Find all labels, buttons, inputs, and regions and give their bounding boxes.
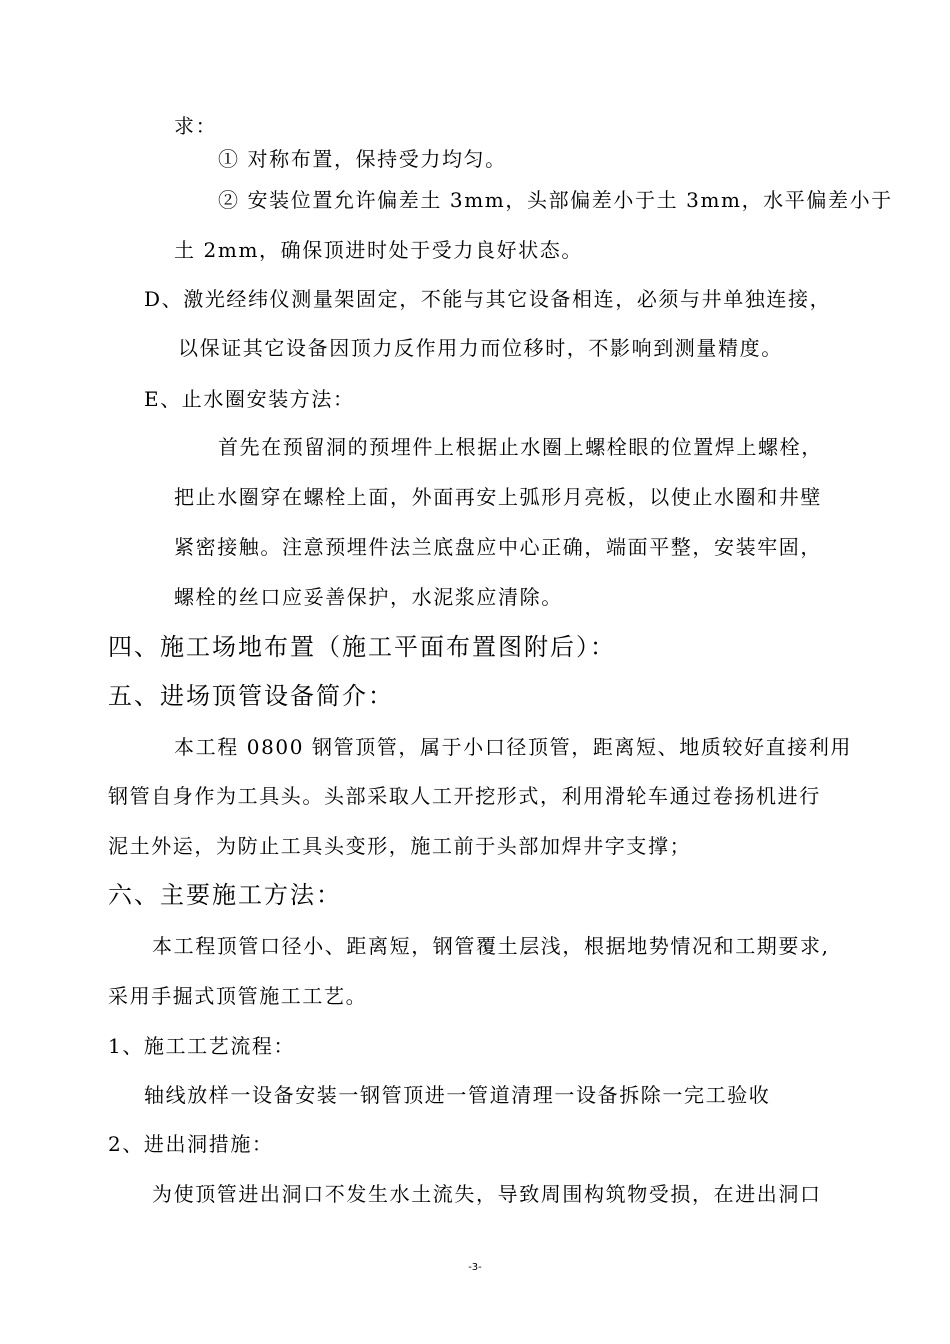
text-line: 土 2mm，确保顶进时处于受力良好状态。 [174, 238, 584, 262]
text-line: 为使顶管进出洞口不发生水土流失，导致周围构筑物受损，在进出洞口 [152, 1182, 822, 1206]
page-number: -3- [468, 1262, 482, 1273]
text-line: D、激光经纬仪测量架固定，不能与其它设备相连，必须与井单独连接， [144, 287, 832, 311]
text-line: 轴线放样一设备安装一钢管顶进一管道清理一设备拆除一完工验收 [144, 1083, 771, 1107]
section-heading: 四、施工场地布置（施工平面布置图附后）： [108, 633, 616, 661]
text-line: 本工程 0800 钢管顶管，属于小口径顶管，距离短、地质较好直接利用 [174, 735, 853, 759]
text-line: 钢管自身作为工具头。头部采取人工开挖形式，利用滑轮车通过卷扬机进行 [108, 784, 821, 808]
text-line: 采用手掘式顶管施工工艺。 [108, 984, 368, 1008]
text-line: 螺栓的丝口应妥善保护，水泥浆应清除。 [174, 585, 563, 609]
text-line: 本工程顶管口径小、距离短，钢管覆土层浅，根据地势情况和工期要求, [152, 934, 830, 958]
text-line: 把止水圈穿在螺栓上面，外面再安上弧形月亮板，以使止水圈和井壁 [174, 485, 822, 509]
text-line: 求： [174, 114, 218, 138]
text-line: ① 对称布置，保持受力均匀。 [218, 147, 507, 171]
section-heading: 六、主要施工方法： [108, 881, 342, 909]
text-line: 以保证其它设备因顶力反作用力而位移时，不影响到测量精度。 [178, 336, 783, 360]
text-line: ② 安装位置允许偏差土 3mm，头部偏差小于土 3mm，水平偏差小于 [218, 188, 893, 212]
text-line: 紧密接触。注意预埋件法兰底盘应中心正确，端面平整，安装牢固， [174, 535, 822, 559]
text-line: 1、施工工艺流程： [108, 1034, 296, 1058]
text-line: 泥土外运，为防止工具头变形，施工前于头部加焊井字支撑； [108, 834, 692, 858]
text-line: E、止水圈安装方法： [144, 387, 355, 411]
text-line: 首先在预留洞的预埋件上根据止水圈上螺栓眼的位置焊上螺栓， [218, 435, 823, 459]
text-line: 2、进出洞措施： [108, 1132, 274, 1156]
section-heading: 五、进场顶管设备简介： [108, 682, 394, 710]
